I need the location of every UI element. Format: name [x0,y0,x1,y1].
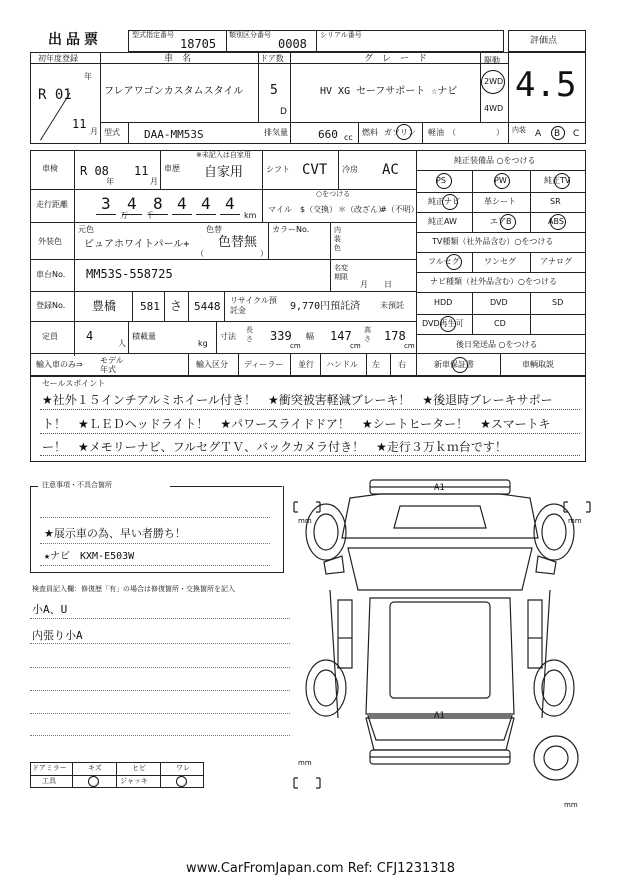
equip-navi-circle [442,194,458,210]
name-change-unit: 月 日 [360,280,392,289]
form-title: 出品票 [48,32,102,48]
color-no-label: カラーNo. [272,225,310,234]
score-label: 評価点 [530,36,558,46]
equip-sr: SR [550,197,561,206]
year-unit: 年 [84,72,92,81]
grade: HV XG セーフサポート ☆ナビ [320,86,458,97]
recycle-not: 未預託 [380,301,404,310]
mileage-digit-4: 4 [177,194,187,213]
capacity-unit: 人 [118,339,126,348]
footer-reference: www.CarFromJapan.com Ref: CFJ1231318 [186,861,456,876]
docs-warranty-circle [452,357,468,373]
legend-jack: ジャッキ [120,777,148,785]
shift-label: シフト [266,165,290,174]
equip-tv: 純正TV [544,176,571,185]
wid-unit: cm [350,342,361,350]
wid: 147 [330,329,352,343]
evaluation-score: 4.5 [515,65,577,105]
mm-label-rl: mm [298,759,312,767]
mm-label-fl: mm [298,517,312,525]
damage-front-mark: A1 [434,483,445,493]
month-unit: 月 [90,127,98,136]
interior-grade-c: C [573,129,580,139]
category-no-label: 類別区分番号 [229,31,271,39]
handle-left: 左 [372,360,380,369]
tv-title: TV種類（社外品含む）○をつける [432,237,554,246]
paint: 色替無 [218,235,258,250]
len-unit: cm [290,342,301,350]
equip-airbag-circle [500,214,516,230]
legend-tool: 工具 [42,777,56,785]
shaken-year-unit: 年 [106,177,114,186]
orig-color: ピュアホワイトパール+ [84,239,190,250]
name-change-label: 名変期限 [334,264,348,281]
parallel: 並行 [298,360,314,369]
model-type: DAA-MM53S [144,128,204,141]
body-color-label: 外装色 [38,237,62,246]
equip-title: 純正装備品 ○をつける [454,156,536,165]
load-label: 積載量 [132,332,156,341]
recycle-label: リサイクル預託金 [230,296,277,315]
mileage-digit-6: 4 [225,194,235,213]
load-unit: kg [198,339,208,348]
equip-airbag: エアB [490,217,512,226]
tv-oneseg: ワンセグ [484,257,516,266]
navi-hdd: HDD [434,298,453,307]
docs-warranty: 新車保証書 [434,360,474,369]
sales-line-2: ト！ ★ＬＥＤヘッドライト！ ★パワースライドドア！ ★シートヒーター！ ★スマートキ [42,417,551,431]
hgt-label: 高さ [364,326,371,343]
tv-fullseg-circle [446,254,462,270]
door-type: D [280,107,287,117]
recycle: 9,770円預託済 [290,301,361,312]
ac: AC [382,162,399,178]
equip-leather: 革シート [484,197,516,206]
navi-sd: SD [552,298,564,307]
interior-color-label: 内装色 [334,226,341,252]
sales-label: セールスポイント [42,379,106,388]
usage: 自家用 [204,165,244,180]
equip-ps: PS [436,176,446,185]
notes-label: 注意事項・不具合箇所 [42,481,112,489]
shaken-month: 11 [134,164,149,178]
wid-label: 幅 [306,332,314,341]
legend-break: ワレ [176,764,190,772]
navi-dvd-play-circle [440,316,456,332]
reg-class: 581 [140,300,160,313]
dims-label: 寸法 [220,332,236,341]
hgt-unit: cm [404,342,415,350]
hgt: 178 [384,329,406,343]
shaken-label: 車検 [42,164,58,173]
drive-2wd: 2WD [484,77,504,86]
inspector-line-1: 小A、U [32,603,68,616]
mileage-digit-2: 4 [127,194,137,213]
displacement: 660 [318,128,338,141]
first-reg-month: 11 [72,117,87,131]
damage-rear-mark: A1 [434,711,445,721]
cc-unit: cc [344,133,353,142]
meter-exchanged: $（交換） [300,205,338,214]
shaken-era: R 08 [80,164,109,178]
dealer: ディーラー [244,360,284,369]
equip-navi: 純正ナビ [428,197,460,206]
handle-right: 右 [398,360,406,369]
mm-label-fr: mm [568,517,582,525]
car-name-label: 車 名 [164,54,192,64]
interior-grade-a: A [535,129,542,139]
interior-grade-b: B [554,129,561,139]
sen-unit: 千 [146,211,154,220]
fuel-gas: ガソリン [384,128,416,137]
inspector-line-2: 内張り小A [32,629,83,642]
meter-note: ○をつける [316,190,351,198]
model-no: 18705 [180,37,217,51]
fuel-diesel: 軽油 [428,128,444,137]
man-unit: 万 [120,211,128,220]
displacement-label: 排気量 [264,128,288,137]
paint-note: （ ） [196,249,268,258]
doors: 5 [270,83,278,98]
drive-4wd: 4WD [484,104,504,113]
docs-title: 後日発送品 ○をつける [456,340,538,349]
category-no: 0008 [278,37,307,51]
paint-label: 色替 [206,225,222,234]
sales-line-3: ー！ ★メモリーナビ、フルセグＴＶ、バックカメラ付き！ ★走行３万ｋｍ台です！ [42,440,507,454]
navi-dvd-play: DVD再生可 [422,319,464,328]
capacity: 4 [86,329,94,343]
legend-crack: ヒビ [132,764,146,772]
sales-line-1: ★社外１５インチアルミホイール付き！ ★衝突被害軽減ブレーキ！ ★後退時ブレーキサポー [42,393,553,407]
car-name: フレアワゴンカスタムスタイル [104,86,244,97]
handle-label: ハンドル [326,360,358,369]
equip-pw-circle [494,173,510,189]
note-line-1: ★展示車の為、早い者勝ち！ [44,527,186,540]
reg-label: 登録No. [36,301,66,310]
legend-jack-check [176,776,187,787]
meter-mile: マイル [268,205,292,214]
shift: CVT [302,162,328,178]
model-no-label: 型式指定番号 [132,31,174,39]
navi-dvd: DVD [490,298,508,307]
grade-label: グ レ ー ド [364,54,428,64]
meter-tampered: ＊（改ざん） [338,205,386,214]
mm-label-spare: mm [564,801,578,809]
import-class-label: 輸入区分 [196,360,228,369]
len-label: 長さ [246,326,253,343]
inspector-label: 検査員記入欄：修復歴「有」の場合は修復箇所・交換箇所を記入 [32,585,235,593]
fuel-label: 燃料 [362,128,378,137]
mileage-digit-5: 4 [201,194,211,213]
first-reg-era: R 01 [38,87,72,103]
import-label: 輸入車のみ⇒ [36,360,83,369]
mileage-label: 走行距離 [36,200,68,209]
tv-analog: アナログ [540,257,572,266]
ac-label: 冷房 [342,165,358,174]
legend-tool-check [88,776,99,787]
mileage-digit-3: 8 [153,194,163,213]
shaken-month-unit: 月 [150,177,158,186]
reg-num: 5448 [194,300,221,313]
first-reg-label: 初年度登録 [38,54,78,63]
note-line-2: ★ナビ KXM-E503W [44,551,135,562]
fuel-selected-circle [396,124,412,140]
equip-tv-circle [554,173,570,189]
navi-title: ナビ種類（社外品含む）○をつける [430,277,557,286]
chassis-label: 車台No. [36,270,66,279]
drive-label: 駆動 [484,56,500,65]
equip-abs-circle [550,214,566,230]
chassis: MM53S-558725 [86,267,173,281]
legend-scratch: キズ [88,764,102,772]
model-year-label: モデル年式 [100,356,124,374]
legend-mirror: ドアミラー [32,764,67,772]
reg-area: 豊橋 [92,299,117,313]
meter-unknown: #（不明） [380,205,419,214]
km-unit: km [244,211,257,220]
type-label: 型式 [104,128,120,137]
capacity-label: 定員 [42,332,58,341]
usage-note: ※未記入は自家用 [196,151,251,159]
equip-pw: PW [494,176,507,185]
len: 339 [270,329,292,343]
orig-color-label: 元色 [78,225,94,234]
interior-label: 内装 [512,126,526,134]
reg-kana: さ [170,299,183,313]
equip-ps-circle [436,173,452,189]
equip-abs: ABS [548,217,564,226]
serial-label: シリアル番号 [320,31,362,39]
usage-label: 車歴 [164,164,180,173]
car-damage-diagram [290,478,610,808]
tv-fullseg: フルセグ [428,257,460,266]
equip-aw: 純正AW [428,217,457,226]
docs-manual: 車輌取説 [522,360,554,369]
doors-label: ドア数 [260,54,284,63]
mileage-digit-1: 3 [101,194,111,213]
navi-cd: CD [494,319,506,328]
